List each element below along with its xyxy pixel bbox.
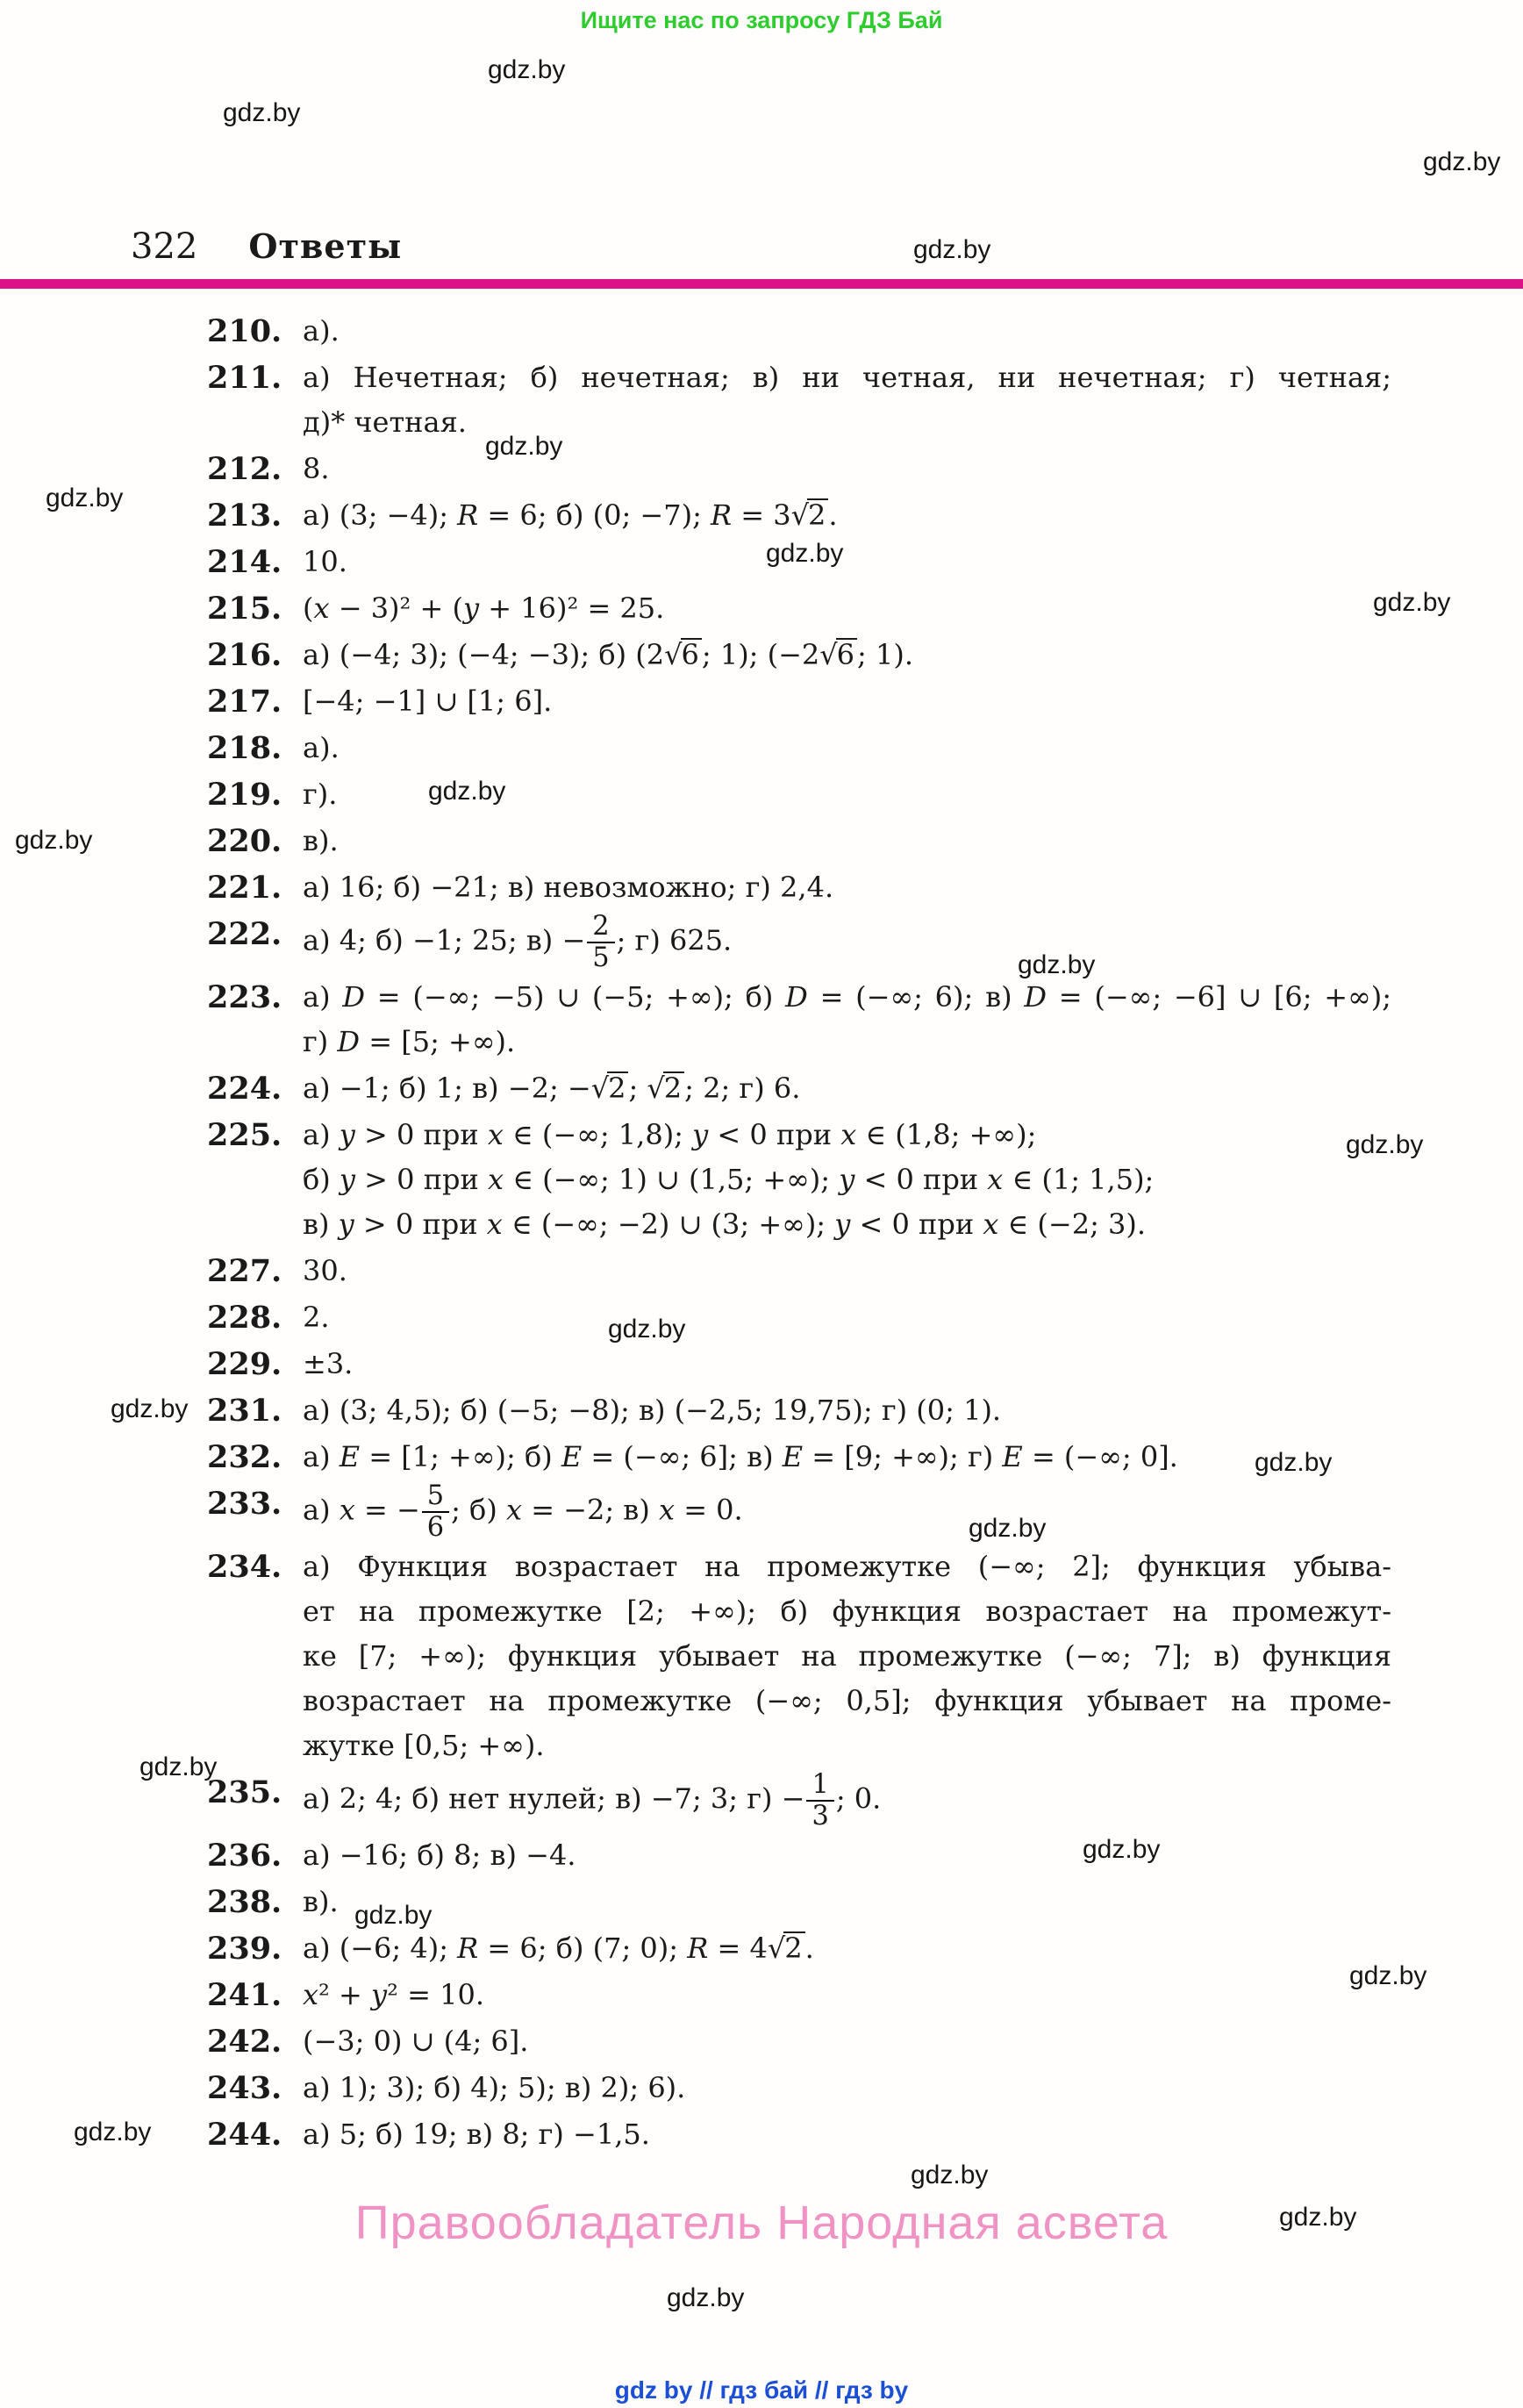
watermark-gdzby: gdz.by	[1373, 588, 1451, 617]
answer-item	[207, 493, 1391, 538]
page-header	[131, 226, 402, 267]
answer-line: д)* четная.	[303, 405, 467, 439]
answer-body	[303, 865, 1391, 910]
watermark-gdzby: gdz.by	[428, 777, 506, 806]
answer-line: а) x = − $\frac{5}{6}$ ; б) x = −2; в) x = 0.	[303, 1480, 743, 1544]
fraction: $\frac{2}{5}$	[587, 912, 614, 973]
answer-number: 223.	[207, 979, 282, 1016]
answer-line: а) y > 0 при x ∈ (−∞; 1,8); y < 0 при x ∈ (1,8; +∞);	[303, 1118, 1037, 1152]
answer-body	[303, 493, 1391, 538]
answer-item	[207, 1066, 1391, 1111]
answer-number: 213.	[207, 498, 282, 534]
answer-number: 216.	[207, 637, 282, 673]
answer-number: 236.	[207, 1838, 282, 1874]
watermark-gdzby: gdz.by	[667, 2283, 745, 2312]
answer-line: в) y > 0 при x ∈ (−∞; −2) ∪ (3; +∞); y < 0 при x ∈ (−2; 3).	[303, 1208, 1147, 1242]
answer-line: в).	[303, 1885, 339, 1919]
answer-line: 30.	[303, 1254, 347, 1288]
answer-item	[207, 1342, 1391, 1387]
answer-number: 219.	[207, 777, 282, 813]
answer-line: а).	[303, 731, 340, 764]
answer-line: возрастает на промежутке (−∞; 0,5]; функция убывает на проме-	[303, 1684, 1391, 1718]
answers-list	[207, 309, 1391, 2159]
answer-line: а) (3; 4,5); б) (−5; −8); в) (−2,5; 19,75); г) (0; 1).	[303, 1394, 1002, 1428]
answer-item	[207, 2066, 1391, 2111]
answer-item	[207, 679, 1391, 724]
answer-number: 234.	[207, 1549, 282, 1586]
answer-line: в).	[303, 824, 339, 857]
answer-item	[207, 912, 1391, 973]
answer-number: 231.	[207, 1393, 282, 1430]
answer-body	[303, 586, 1391, 631]
answer-body	[303, 975, 1391, 1064]
sqrt-radical: √2	[768, 1931, 805, 1965]
watermark-gdzby: gdz.by	[1423, 147, 1501, 176]
answer-item	[207, 2019, 1391, 2064]
answer-line: а) (−6; 4); R = 6; б) (7; 0); R = 4√2.	[303, 1931, 814, 1966]
answer-line: а) 4; б) −1; 25; в) − $\frac{2}{5}$ ; г) 625.	[303, 911, 733, 974]
answer-body	[303, 1880, 1391, 1924]
answer-item	[207, 1435, 1391, 1480]
answer-body	[303, 447, 1391, 491]
answer-line: а) (3; −4); R = 6; б) (0; −7); R = 3√2.	[303, 498, 838, 532]
answer-body	[303, 819, 1391, 864]
answer-number: 225.	[207, 1117, 282, 1154]
answer-line: а) Нечетная; б) нечетная; в) ни четная, ни нечетная; г) четная;	[303, 361, 1391, 394]
answer-number: 233.	[207, 1486, 282, 1523]
answer-item	[207, 1481, 1391, 1543]
answer-number: 218.	[207, 730, 282, 766]
answer-item	[207, 540, 1391, 584]
answer-body	[303, 1342, 1391, 1387]
answer-body	[303, 726, 1391, 770]
watermark-gdzby: gdz.by	[1279, 2203, 1357, 2232]
answer-item	[207, 819, 1391, 864]
answer-number: 212.	[207, 451, 282, 487]
answer-line: а).	[303, 314, 340, 348]
answer-item	[207, 1880, 1391, 1924]
answer-item	[207, 355, 1391, 445]
answer-line: г).	[303, 778, 338, 811]
answer-body	[303, 1388, 1391, 1433]
answer-body	[303, 2066, 1391, 2111]
answer-body	[303, 1295, 1391, 1340]
promo-text: Ищите нас по запросу ГДЗ Бай	[580, 7, 943, 33]
answer-line: а) E = [1; +∞); б) E = (−∞; 6]; в) E = [9; +∞); г) E = (−∞; 0].	[303, 1440, 1178, 1474]
answer-item	[207, 1113, 1391, 1247]
footer-links[interactable]: gdz by // гдз бай // гдз by	[614, 2376, 909, 2404]
watermark-gdzby: gdz.by	[1349, 1961, 1427, 1990]
answer-line: 10.	[303, 545, 347, 578]
answer-number: 243.	[207, 2070, 282, 2107]
answer-item	[207, 1249, 1391, 1294]
answer-item	[207, 1295, 1391, 1340]
answer-number: 235.	[207, 1774, 282, 1811]
answer-body	[303, 540, 1391, 584]
fraction: $\frac{5}{6}$	[422, 1481, 449, 1543]
answer-item	[207, 1770, 1391, 1831]
answer-item	[207, 2112, 1391, 2157]
answer-number: 222.	[207, 916, 282, 952]
copyright-text: Правообладатель Народная асвета	[354, 2197, 1169, 2249]
header-rule	[0, 279, 1523, 289]
answer-body	[303, 1770, 1391, 1831]
sqrt-radical: √6	[664, 638, 702, 671]
answer-body	[303, 1066, 1391, 1111]
answer-line: г) D = [5; +∞).	[303, 1025, 516, 1059]
answer-number: 224.	[207, 1071, 282, 1107]
answer-body	[303, 679, 1391, 724]
answer-number: 238.	[207, 1884, 282, 1921]
watermark-gdzby: gdz.by	[15, 826, 93, 855]
answer-number: 241.	[207, 1977, 282, 2014]
answer-item	[207, 1973, 1391, 2017]
answer-line: а) D = (−∞; −5) ∪ (−5; +∞); б) D = (−∞; 6); в) D = (−∞; −6] ∪ [6; +∞);	[303, 980, 1392, 1014]
watermark-gdzby: gdz.by	[766, 539, 844, 568]
answer-line: а) (−4; 3); (−4; −3); б) (2√6; 1); (−2√6; 1).	[303, 638, 913, 671]
answer-item	[207, 1388, 1391, 1433]
answer-item	[207, 1833, 1391, 1878]
answer-item	[207, 726, 1391, 770]
section-title: Ответы	[248, 226, 403, 266]
answer-number: 244.	[207, 2117, 282, 2154]
answer-item	[207, 447, 1391, 491]
answer-body	[303, 1249, 1391, 1294]
answer-body	[303, 1113, 1391, 1247]
answer-body	[303, 1435, 1391, 1480]
answer-line: x² + y² = 10.	[303, 1978, 484, 2012]
answer-item	[207, 586, 1391, 631]
watermark-gdzby: gdz.by	[1255, 1448, 1333, 1477]
answer-line: а) 16; б) −21; в) невозможно; г) 2,4.	[303, 871, 834, 904]
watermark-gdzby: gdz.by	[911, 2161, 989, 2189]
answer-number: 220.	[207, 823, 282, 859]
answer-number: 242.	[207, 2024, 282, 2060]
answer-line: а) 5; б) 19; в) 8; г) −1,5.	[303, 2118, 650, 2152]
answer-line: а) 2; 4; б) нет нулей; в) −7; 3; г) − $\frac{1}{3}$ ; 0.	[303, 1769, 882, 1832]
answer-body	[303, 772, 1391, 817]
answer-line: ±3.	[303, 1347, 354, 1381]
answer-line: жутке [0,5; +∞).	[303, 1729, 545, 1763]
answer-body	[303, 1481, 1391, 1543]
answer-line: а) −1; б) 1; в) −2; −√2; √2; 2; г) 6.	[303, 1071, 801, 1106]
answer-line: (x − 3)² + (y + 16)² = 25.	[303, 591, 665, 625]
answer-body	[303, 912, 1391, 973]
answer-body	[303, 633, 1391, 677]
watermark-gdzby: gdz.by	[969, 1514, 1047, 1543]
answer-number: 215.	[207, 591, 282, 627]
answer-body	[303, 1544, 1391, 1768]
answer-line: 2.	[303, 1301, 330, 1335]
answer-number: 232.	[207, 1439, 282, 1476]
watermark-gdzby: gdz.by	[1018, 950, 1096, 979]
answer-line: ет на промежутке [2; +∞); б) функция возрастает на промежут-	[303, 1595, 1391, 1629]
watermark-gdzby: gdz.by	[488, 55, 566, 84]
answer-line: а) 1); 3); б) 4); 5); в) 2); 6).	[303, 2071, 686, 2105]
answer-number: 221.	[207, 870, 282, 906]
answer-item	[207, 309, 1391, 354]
answer-body	[303, 309, 1391, 354]
watermark-gdzby: gdz.by	[354, 1901, 433, 1930]
answer-line: 8.	[303, 452, 330, 485]
answer-line: а) Функция возрастает на промежутке (−∞; 2]; функция убыва-	[303, 1550, 1391, 1584]
answer-number: 239.	[207, 1931, 282, 1967]
answer-body	[303, 2019, 1391, 2064]
answer-line: а) −16; б) 8; в) −4.	[303, 1838, 576, 1873]
watermark-gdzby: gdz.by	[913, 235, 991, 264]
watermark-gdzby: gdz.by	[139, 1752, 218, 1781]
answer-line: б) y > 0 при x ∈ (−∞; 1) ∪ (1,5; +∞); y < 0 при x ∈ (1; 1,5);	[303, 1163, 1155, 1197]
answer-number: 210.	[207, 313, 282, 349]
answer-body	[303, 1833, 1391, 1878]
answer-number: 214.	[207, 544, 282, 580]
watermark-gdzby: gdz.by	[1083, 1835, 1161, 1864]
answer-item	[207, 975, 1391, 1064]
answer-line: [−4; −1] ∪ [1; 6].	[303, 684, 553, 718]
answer-body	[303, 355, 1391, 445]
answer-body	[303, 2112, 1391, 2157]
watermark-gdzby: gdz.by	[111, 1394, 189, 1423]
fraction: $\frac{1}{3}$	[806, 1770, 833, 1831]
answer-number: 217.	[207, 684, 282, 720]
answer-item	[207, 633, 1391, 677]
watermark-gdzby: gdz.by	[46, 484, 124, 512]
watermark-gdzby: gdz.by	[223, 98, 301, 127]
answer-number: 227.	[207, 1253, 282, 1290]
watermark-gdzby: gdz.by	[1346, 1130, 1424, 1159]
sqrt-radical: √2	[591, 1071, 629, 1105]
answer-line: ке [7; +∞); функция убывает на промежутке (−∞; 7]; в) функция	[303, 1639, 1391, 1673]
answer-item	[207, 1544, 1391, 1768]
sqrt-radical: √6	[819, 638, 857, 671]
answer-line: (−3; 0) ∪ (4; 6].	[303, 2025, 529, 2059]
sqrt-radical: √2	[791, 498, 829, 532]
answer-number: 229.	[207, 1346, 282, 1383]
answer-number: 211.	[207, 360, 282, 396]
answer-body	[303, 1973, 1391, 2017]
answer-body	[303, 1926, 1391, 1971]
sqrt-radical: √2	[647, 1071, 684, 1105]
watermark-gdzby: gdz.by	[74, 2118, 152, 2146]
answer-number: 228.	[207, 1300, 282, 1337]
watermark-gdzby: gdz.by	[608, 1315, 686, 1344]
answer-item	[207, 1926, 1391, 1971]
answer-item	[207, 772, 1391, 817]
page-number: 322	[131, 226, 198, 267]
watermark-gdzby: gdz.by	[485, 432, 563, 461]
answer-item	[207, 865, 1391, 910]
